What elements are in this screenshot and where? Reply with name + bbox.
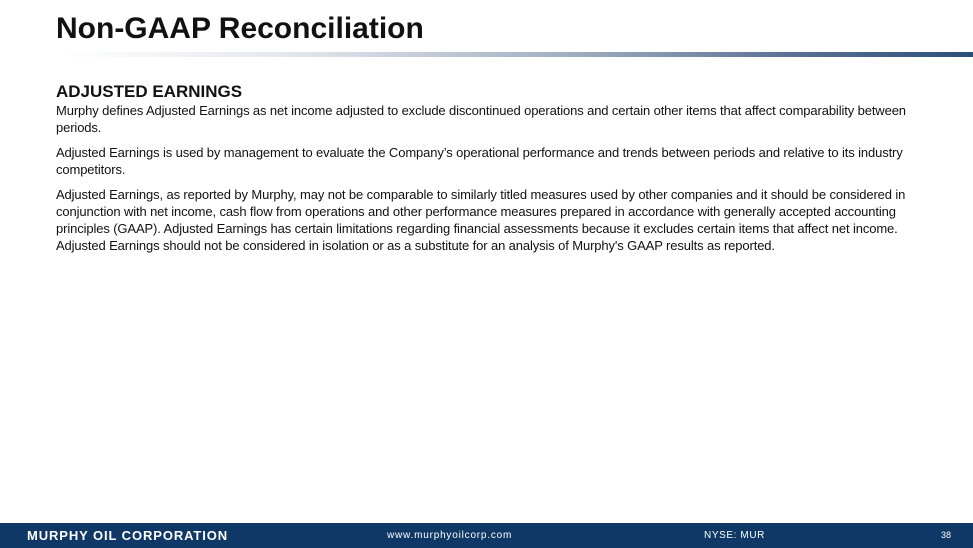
slide-body (56, 82, 936, 262)
definition-paragraph: Murphy defines Adjusted Earnings as net income adjusted to exclude discontinued operations and certain other items that affect comparability between periods. (56, 103, 906, 135)
section-heading: ADJUSTED EARNINGS (56, 82, 243, 101)
limitations-paragraph: Adjusted Earnings, as reported by Murphy, may not be comparable to similarly titled measures used by other companies and it should be considered in conjunction with net income, cash flow from operations and other performance measures prepared in accordance with generally accepted accounting principles (GAAP). Adjusted Earnings has certain limitations regarding financial assessments because it excludes certain items that affect net income. Adjusted Earnings should not be considered in isolation or as a substitute for an analysis of Murphy's GAAP results as reported. (56, 187, 906, 253)
footer-bar (0, 523, 973, 548)
page-number: 38 (941, 530, 952, 540)
slide-title: Non-GAAP Reconciliation (56, 12, 424, 45)
footer-website-link[interactable]: www.murphyoilcorp.com (387, 530, 513, 541)
footer-stock-ticker: NYSE: MUR (704, 530, 765, 541)
footer-company-name: MURPHY OIL CORPORATION (27, 528, 229, 543)
title-divider (56, 52, 973, 57)
usage-paragraph: Adjusted Earnings is used by management to evaluate the Company’s operational performance and trends between periods and relative to its industry competitors. (56, 145, 903, 177)
